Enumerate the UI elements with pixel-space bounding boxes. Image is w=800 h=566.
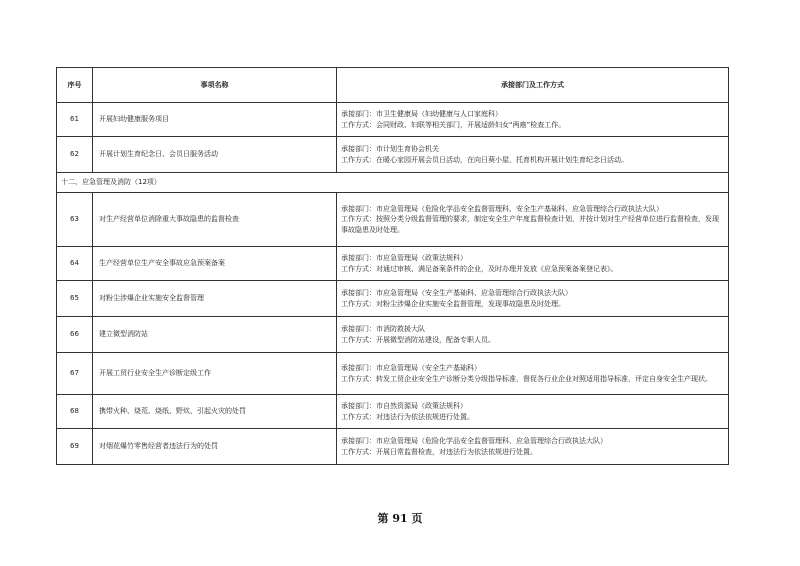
section-title: 十二、应急管理及消防（12项） xyxy=(57,173,729,193)
section-row xyxy=(57,173,729,193)
table-row xyxy=(57,395,729,429)
dept-line: 承接部门：市应急管理局（政策法规科） xyxy=(341,254,467,263)
table-row xyxy=(57,353,729,395)
row-item: 开展工贸行业安全生产诊断定级工作 xyxy=(93,353,337,395)
row-num: 67 xyxy=(57,353,93,395)
dept-line: 承接部门：市应急管理局（安全生产基础科、应急管理综合行政执法大队） xyxy=(341,289,572,298)
dept-line: 承接部门：市应急管理局（危险化学品安全监督管理科、应急管理综合行政执法大队） xyxy=(341,437,607,446)
header-name: 事项名称 xyxy=(93,68,337,103)
row-num: 62 xyxy=(57,137,93,173)
row-num: 64 xyxy=(57,247,93,281)
row-item: 对粉尘涉爆企业实施安全监督管理 xyxy=(93,281,337,317)
dept-line: 承接部门：市消防救援大队 xyxy=(341,325,425,334)
row-num: 61 xyxy=(57,103,93,137)
row-item: 携带火种、烧荒、烧纸、野炊，引起火灾的处罚 xyxy=(93,395,337,429)
row-item: 对烟花爆竹零售经营者违法行为的处罚 xyxy=(93,429,337,465)
method-line: 工作方式：会同财政、妇联等相关部门，开展适龄妇女“两癌”检查工作。 xyxy=(341,120,566,129)
page-number: 第 91 页 xyxy=(377,512,423,525)
row-dept xyxy=(337,395,729,429)
table-row xyxy=(57,103,729,137)
dept-line: 承接部门：市计划生育协会机关 xyxy=(341,145,439,154)
row-dept xyxy=(337,353,729,395)
method-line: 工作方式：开展日常监督检查，对违法行为依法依规进行处置。 xyxy=(341,447,537,456)
row-dept xyxy=(337,429,729,465)
table-row xyxy=(57,193,729,247)
method-line: 工作方式：按照分类分级监督管理的要求，制定安全生产年度监督检查计划，并按计划对生产经营单位进行监督检查，发现事故隐患及时处理。 xyxy=(341,215,719,234)
row-item: 生产经营单位生产安全事故应急预案备案 xyxy=(93,247,337,281)
table-row xyxy=(57,317,729,353)
row-num: 65 xyxy=(57,281,93,317)
row-item: 开展计划生育纪念日、会员日服务活动 xyxy=(93,137,337,173)
row-dept xyxy=(337,103,729,137)
row-dept xyxy=(337,281,729,317)
row-item: 对生产经营单位消除重大事故隐患的监督检查 xyxy=(93,193,337,247)
row-num: 69 xyxy=(57,429,93,465)
items-table xyxy=(56,67,729,465)
method-line: 工作方式：转发工贸企业安全生产诊断分类分级指导标准，督促各行业企业对照适用指导标准，评定自身安全生产现状。 xyxy=(341,374,712,383)
row-dept xyxy=(337,247,729,281)
row-dept xyxy=(337,137,729,173)
table-row xyxy=(57,429,729,465)
method-line: 工作方式：在暖心家园开展会员日活动，在向日葵小屋、托育机构开展计划生育纪念日活动。 xyxy=(341,155,628,164)
table-row xyxy=(57,247,729,281)
table-row xyxy=(57,281,729,317)
method-line: 工作方式：对违法行为依法依规进行处置。 xyxy=(341,412,474,421)
method-line: 工作方式：开展微型消防站建设，配备专职人员。 xyxy=(341,335,495,344)
row-num: 66 xyxy=(57,317,93,353)
row-item: 开展妇幼健康服务项目 xyxy=(93,103,337,137)
row-dept xyxy=(337,317,729,353)
header-row xyxy=(57,68,729,103)
header-num: 序号 xyxy=(57,68,93,103)
row-dept xyxy=(337,193,729,247)
table-row xyxy=(57,137,729,173)
dept-line: 承接部门：市应急管理局（安全生产基础科） xyxy=(341,364,481,373)
dept-line: 承接部门：市卫生健康局（妇幼健康与人口家庭科） xyxy=(341,110,502,119)
row-num: 68 xyxy=(57,395,93,429)
dept-line: 承接部门：市自然资源局（政策法规科） xyxy=(341,402,467,411)
row-num: 63 xyxy=(57,193,93,247)
dept-line: 承接部门：市应急管理局（危险化学品安全监督管理科、安全生产基础科、应急管理综合行政执法大队） xyxy=(341,205,663,214)
method-line: 工作方式：对粉尘涉爆企业实施安全监督管理，发现事故隐患及时处理。 xyxy=(341,299,565,308)
row-item: 建立微型消防站 xyxy=(93,317,337,353)
header-dept: 承接部门及工作方式 xyxy=(337,68,729,103)
method-line: 工作方式：对通过审核、满足备案条件的企业，及时办理并发放《应急预案备案登记表》。 xyxy=(341,264,618,273)
